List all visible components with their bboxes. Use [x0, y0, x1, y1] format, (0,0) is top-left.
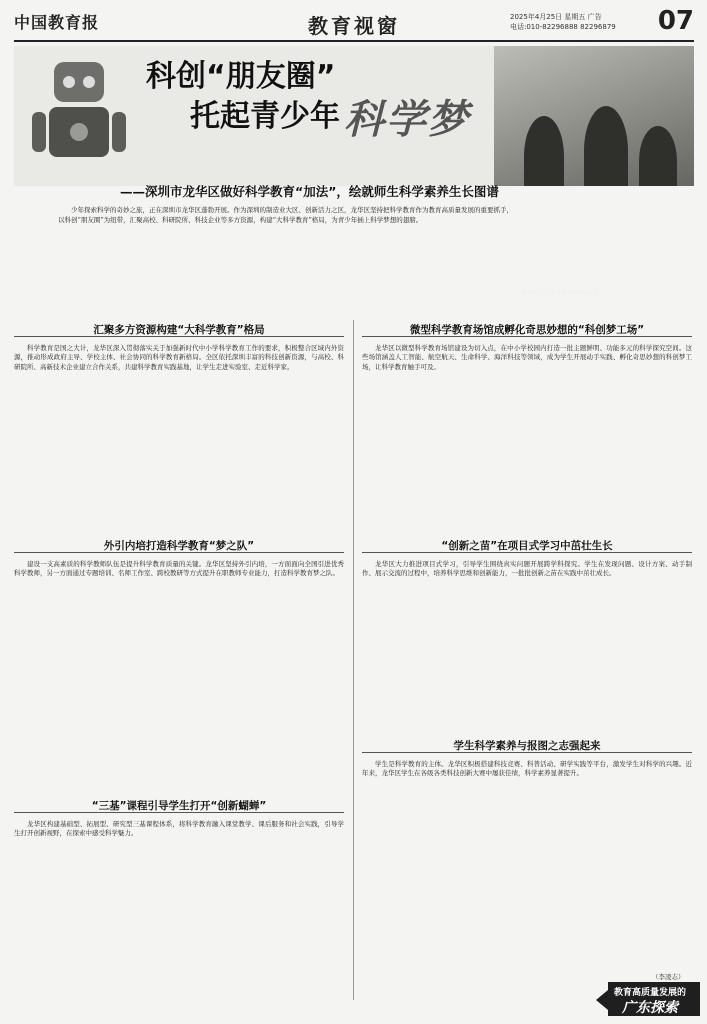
section-heading-1: 汇聚多方资源构建“大科学教育”格局 [93, 324, 265, 336]
hero-banner [14, 46, 694, 186]
phone: 电话:010-82296888 82296879 [510, 23, 616, 31]
page-number: 07 [657, 6, 694, 36]
column-divider [353, 320, 354, 1000]
badge-line-1: 教育高质量发展的 [614, 988, 687, 998]
intro-paragraph: 少年探索科学的奇妙之旅，正在深圳市龙华区蓬勃开展。作为深圳的制造业大区、创新活力之区，龙华区坚持把科学教育作为教育高质量发展的重要抓手，以科创“朋友圈”为纽带，汇聚高校、科研院所、科技企业等多方资源，构建“大科学教育”格局，为青少年插上科学梦想的翅膀。 [58, 206, 513, 224]
section-heading-3: 外引内培打造科学教育“梦之队” [103, 540, 255, 552]
series-badge [608, 982, 700, 1016]
section-5-body: 学生是科学教育的主体。龙华区积极搭建科技竞赛、科普活动、研学实践等平台，激发学生对科学的兴趣。近年来，龙华区学生在各级各类科技创新大赛中屡获佳绩，科学素养显著提升。 [362, 760, 692, 778]
headline-accent: 科学梦 [344, 97, 470, 143]
section-heading-6: “三基”课程引导学生打开“创新蝴蝉” [91, 800, 267, 812]
date: 2025年4月25日 星期五 广告 [510, 13, 602, 21]
headline-subtitle: ——深圳市龙华区做好科学教育“加法”，绘就师生科学素养生长图谱 [120, 184, 499, 199]
author-signature: （李凌志） [652, 973, 685, 981]
section-6-body: 龙华区构建基础型、拓展型、研究型三基课程体系，将科学教育融入课堂教学、课后服务和社会实践，引导学生打开创新视野，在探索中感受科学魅力。 [14, 820, 344, 838]
headline-line-2: 托起青少年 [190, 99, 340, 134]
newspaper-logo: 中国教育报 [14, 13, 100, 32]
section-3-body: 建设一支高素质的科学教师队伍是提升科学教育质量的关键。龙华区坚持外引内培，一方面面向全国引进优秀科学教师，另一方面通过专题培训、名师工作室、跨校教研等方式提升在职教师专业能力，打造科学教育梦之队。 [14, 560, 344, 578]
section-heading-4: “创新之苗”在项目式学习中茁壮生长 [441, 540, 613, 552]
section-title: 教育视窗 [308, 14, 400, 38]
section-1-body: 科学教育是国之大计，龙华区深入贯彻落实关于加强新时代中小学科学教育工作的要求，积极整合区域内外资源，推动形成政府主导、学校主体、社会协同的科学教育新格局。全区依托深圳丰富的科技创新资源，与高校、科研院所、高新技术企业建立合作关系，共建科学教育实践基地，让学生走进实验室、走近科学家。 [14, 344, 344, 371]
headline-line-1: 科创“朋友圈” [146, 59, 336, 94]
section-heading-5: 学生科学素养与报图之志强起来 [453, 740, 601, 752]
students-photo [494, 46, 694, 186]
masthead [14, 8, 694, 38]
section-heading-2: 微型科学教育场馆成孵化奇思妙想的“科创梦工场” [409, 324, 645, 336]
robot-illustration [24, 52, 134, 177]
dateline [510, 12, 616, 32]
badge-line-2: 广东探索 [622, 1000, 678, 1016]
section-2-body: 龙华区以微型科学教育场馆建设为切入点，在中小学校园内打造一批主题鲜明、功能多元的科学探究空间。这些场馆涵盖人工智能、航空航天、生命科学、海洋科技等领域，成为学生开展动手实践、孵化奇思妙想的科创梦工场，让科学教育触手可及。 [362, 344, 692, 371]
photo-caption: 龙华区学生参加科学教育活动 [520, 290, 599, 297]
masthead-rule [14, 40, 694, 42]
badge-arrow [596, 990, 608, 1010]
section-4-body: 龙华区大力推进项目式学习，引导学生围绕真实问题开展跨学科探究。学生在发现问题、设计方案、动手制作、展示交流的过程中，培养科学思维和创新能力，一批批创新之苗在实践中茁壮成长。 [362, 560, 692, 578]
